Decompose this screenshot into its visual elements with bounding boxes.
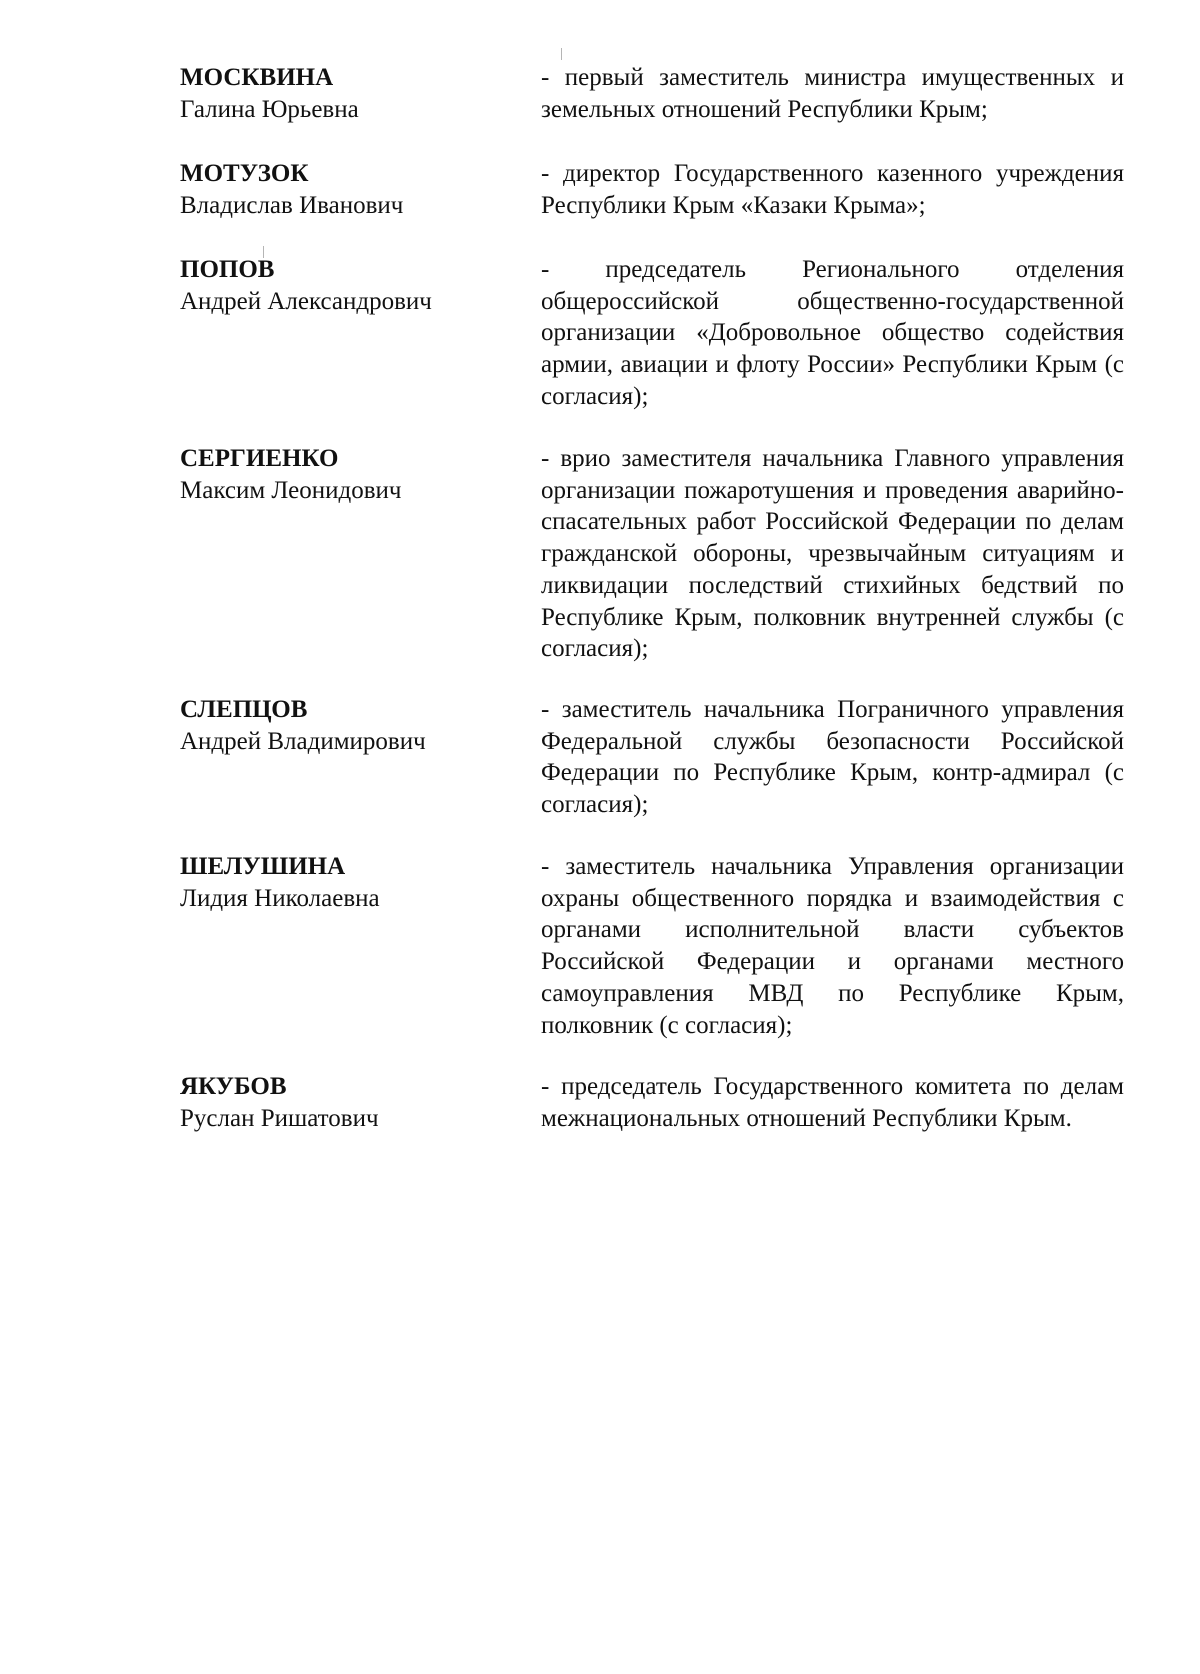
member-position: - первый заместитель министра имущественных и земельных отношений Республики Крым;	[541, 64, 1124, 123]
member-name-block	[180, 1071, 510, 1135]
member-name-block	[180, 254, 510, 318]
member-given-names: Андрей Владимирович	[180, 728, 426, 755]
member-surname: СЕРГИЕНКО	[180, 445, 339, 472]
member-position: - врио заместителя начальника Главного управления организации пожаротушения и проведения аварийно-спасательных работ Российской Федерации по делам гражданской обороны, чрезвычайным ситуациям и ликвидации последствий стихийных бедствий по Республике Крым, полковник внутренней службы (с согласия);	[541, 445, 1124, 663]
member-given-names: Владислав Иванович	[180, 192, 404, 219]
member-surname: ПОПОВ	[180, 256, 275, 283]
member-surname: МОСКВИНА	[180, 64, 334, 91]
member-position: - директор Государственного казенного учреждения Республики Крым «Казаки Крыма»;	[541, 160, 1124, 219]
member-name-block	[180, 62, 510, 126]
member-surname: ЯКУБОВ	[180, 1073, 287, 1100]
scan-speck	[561, 48, 562, 60]
member-surname: ШЕЛУШИНА	[180, 853, 346, 880]
member-name-block	[180, 443, 510, 507]
member-given-names: Андрей Александрович	[180, 288, 432, 315]
member-given-names: Руслан Ришатович	[180, 1105, 379, 1132]
member-position: - заместитель начальника Пограничного управления Федеральной службы безопасности Российской Федерации по Республике Крым, контр-адмирал (с согласия);	[541, 696, 1124, 819]
member-given-names: Лидия Николаевна	[180, 885, 380, 912]
member-position: - председатель Государственного комитета по делам межнациональных отношений Республики Крым.	[541, 1073, 1124, 1132]
member-given-names: Галина Юрьевна	[180, 96, 359, 123]
member-name-block	[180, 851, 510, 915]
member-surname: СЛЕПЦОВ	[180, 696, 308, 723]
member-position: - председатель Регионального отделения общероссийской общественно-государственной организации «Добровольное общество содействия армии, авиации и флоту России» Республики Крым (с согласия);	[541, 256, 1124, 410]
member-name-block	[180, 158, 510, 222]
member-name-block	[180, 694, 510, 758]
member-surname: МОТУЗОК	[180, 160, 309, 187]
member-given-names: Максим Леонидович	[180, 477, 402, 504]
member-position: - заместитель начальника Управления организации охраны общественного порядка и взаимодействия с органами исполнительной власти субъектов Российской Федерации и органами местного самоуправления МВД по Республике Крым, полковник (с согласия);	[541, 853, 1124, 1039]
